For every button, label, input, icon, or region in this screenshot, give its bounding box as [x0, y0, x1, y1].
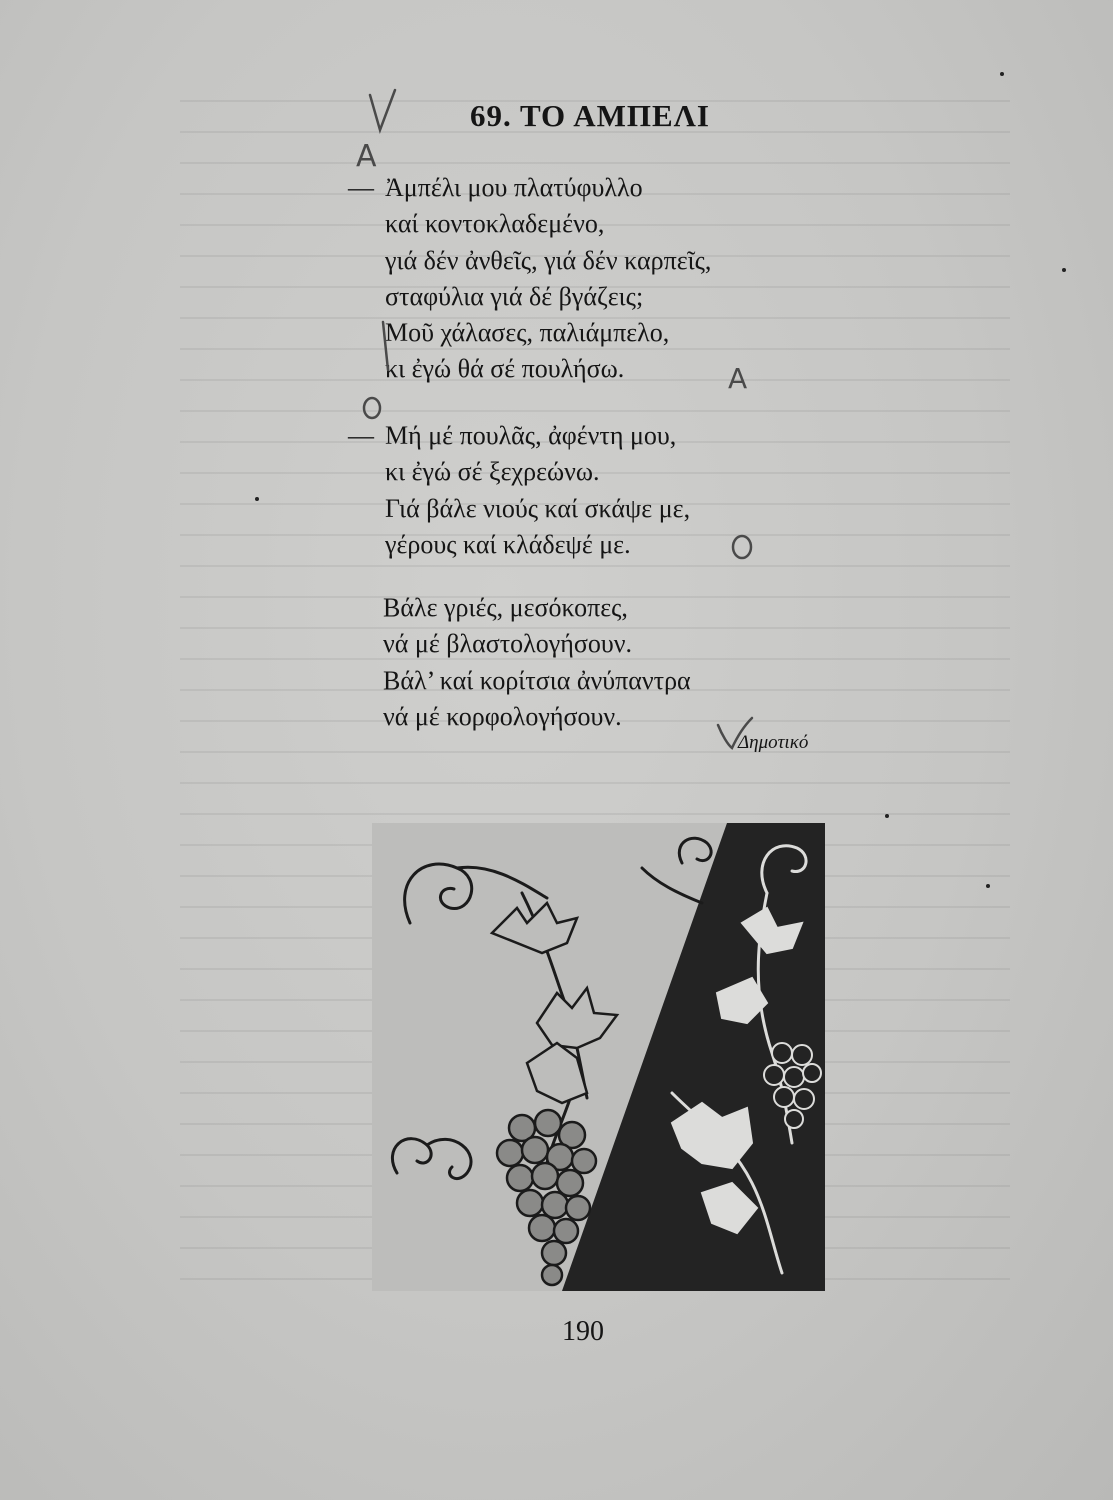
poem-line: νά μέ κορφολογήσουν. — [383, 701, 622, 731]
poem-line: σταφύλια γιά δέ βγάζεις; — [385, 281, 644, 311]
page-number: 190 — [562, 1316, 604, 1347]
poem-line: Γιά βάλε νιούς καί σκάψε με, — [385, 493, 691, 523]
stanza-1 — [348, 170, 712, 388]
poem-line: γέρους καί κλάδεψέ με. — [385, 529, 631, 559]
stanza-3 — [383, 590, 691, 735]
poem-line: καί κοντοκλαδεμένο, — [385, 209, 605, 239]
pencil-letter: A — [728, 362, 748, 395]
poem-line: Βάλ’ καί κορίτσια ἀνύπαντρα — [383, 665, 691, 695]
poem-line: — Ἀμπέλι μου πλατύφυλλο — [385, 170, 711, 206]
poem-line: γιά δέν ἀνθεῖς, γιά δέν καρπεῖς, — [385, 245, 712, 275]
pencil-letter: A — [356, 139, 377, 174]
dialogue-dash: — — [348, 421, 374, 450]
dust-speck — [885, 814, 889, 818]
poem-line: Βάλε γριές, μεσόκοπες, — [383, 593, 628, 622]
dialogue-dash: — — [348, 173, 374, 202]
stanza-2 — [348, 418, 691, 563]
dust-speck — [1000, 72, 1004, 76]
poem-attribution: Δημοτικό — [738, 732, 809, 753]
poem-line: κι ἐγώ σέ ξεχρεώνω. — [385, 457, 600, 487]
poem-line: νά μέ βλαστολογήσουν. — [383, 629, 632, 659]
dust-speck — [1062, 268, 1066, 272]
poem-line: Μοῦ χάλασες, παλιάμπελο, — [385, 318, 670, 348]
poem-line: — Μή μέ πουλᾶς, ἀφέντη μου, — [385, 418, 690, 454]
dust-speck — [255, 497, 259, 501]
grape-vine-illustration — [372, 823, 825, 1291]
poem-title: 69. ΤΟ ΑΜΠΕΛΙ — [470, 98, 710, 133]
dust-speck — [986, 884, 990, 888]
poem-line: κι ἐγώ θά σέ πουλήσω. — [385, 354, 625, 384]
